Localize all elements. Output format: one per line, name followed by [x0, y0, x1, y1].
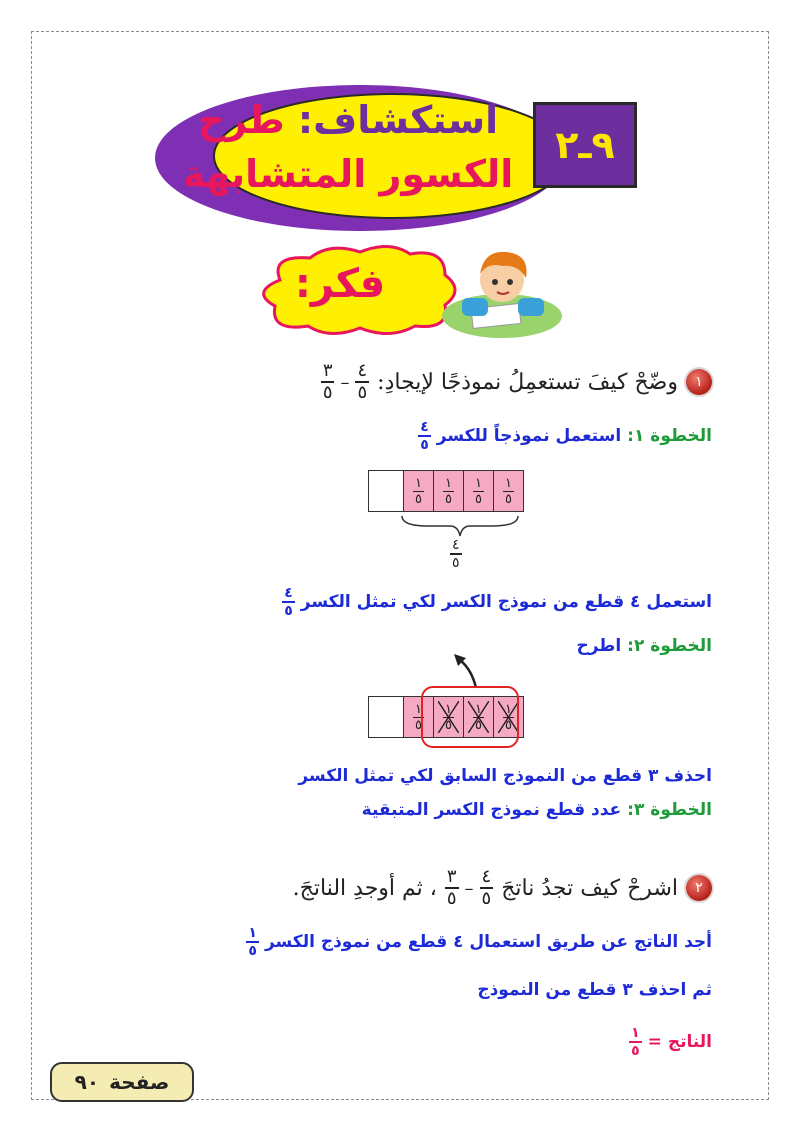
- fraction: $\frac{٤}{٥}$: [481, 866, 492, 909]
- minus-sign: –: [340, 371, 350, 393]
- step-1-text: استعمل نموذجاً للكسر: [436, 426, 622, 446]
- fraction: $\frac{٤}{٥}$: [284, 585, 293, 619]
- step-3-text: عدد قطع نموذج الكسر المتبقية: [361, 800, 622, 820]
- fraction: $\frac{٤}{٥}$: [357, 360, 368, 403]
- model-cell-crossed: $\frac{١}{٥}$: [493, 697, 523, 737]
- answer-line-2: [477, 980, 712, 1000]
- model-cell: $\frac{١}{٥}$: [403, 697, 433, 737]
- model-cell-empty: [369, 471, 403, 511]
- question-2-expression: [445, 868, 493, 908]
- brace-fraction: $\frac{٤}{٥}$: [452, 537, 460, 571]
- model-cell-crossed: $\frac{١}{٥}$: [433, 697, 463, 737]
- step-2-text: اطرح: [576, 636, 622, 656]
- answer-line-1-text: أجد الناتج عن طريق استعمال ٤ قطع من نموذج الكسر: [264, 932, 712, 952]
- question-2-text-before: اشرحْ كيف تجدُ ناتجَ: [501, 875, 678, 901]
- step-3: [362, 800, 712, 820]
- answer-line-1: [246, 926, 712, 958]
- model-cell-crossed: $\frac{١}{٥}$: [463, 697, 493, 737]
- fraction: $\frac{١}{٥}$: [248, 925, 257, 959]
- result-fraction: $\frac{١}{٥}$: [631, 1025, 640, 1059]
- step-2-note: [298, 766, 712, 786]
- title-explore: استكشاف:: [297, 98, 499, 142]
- model-cell: $\frac{١}{٥}$: [403, 471, 433, 511]
- question-1-expression: [321, 362, 369, 402]
- step-1-label: الخطوة ١:: [627, 426, 712, 446]
- child-thinking-image: [440, 240, 570, 340]
- step-1-note-text: استعمل ٤ قطع من نموذج الكسر لكي تمثل الكسر: [300, 592, 712, 612]
- fraction: $\frac{٤}{٥}$: [420, 419, 429, 453]
- page-number: ٩٠: [74, 1070, 100, 1094]
- model-brace: [398, 514, 522, 538]
- step-3-label: الخطوة ٣:: [627, 800, 712, 820]
- fraction: $\frac{٣}{٥}$: [322, 360, 333, 403]
- model-cell: $\frac{١}{٥}$: [433, 471, 463, 511]
- model-cell-empty: [369, 697, 403, 737]
- result-label: الناتج =: [647, 1032, 712, 1052]
- question-number-badge: ١: [686, 369, 712, 395]
- answer-line-2-text: ثم احذف ٣ قطع من النموذج: [477, 980, 712, 1000]
- lesson-number: ٩ـ٢: [533, 102, 637, 188]
- think-label: فكر:: [294, 261, 386, 307]
- question-2-text-after: ، ثم أوجدِ الناتجَ.: [292, 875, 437, 901]
- step-1: [418, 420, 712, 452]
- question-1: [321, 362, 712, 402]
- page-number-badge: [50, 1062, 194, 1102]
- step-2-note-text: احذف ٣ قطع من النموذج السابق لكي تمثل الكسر: [298, 766, 712, 786]
- fraction-model-1: [368, 470, 524, 512]
- lesson-title: [168, 96, 528, 216]
- removed-pieces-highlight: [421, 686, 519, 748]
- title-line-1: [168, 98, 528, 142]
- minus-sign: –: [464, 877, 474, 899]
- page-label: صفحة: [109, 1070, 170, 1094]
- fraction: $\frac{٣}{٥}$: [446, 866, 457, 909]
- step-2: [576, 636, 712, 656]
- title-line-2: الكسور المتشابهة: [182, 152, 514, 196]
- title-subtract: طرح: [197, 98, 285, 142]
- question-2: [293, 868, 712, 908]
- step-2-label: الخطوة ٢:: [627, 636, 712, 656]
- step-1-note: [282, 586, 712, 618]
- model-cell: $\frac{١}{٥}$: [463, 471, 493, 511]
- answer-result: [629, 1026, 712, 1058]
- question-1-text: وضّحْ كيفَ تستعمِلُ نموذجًا لإيجادِ:: [377, 369, 678, 395]
- model-cell: $\frac{١}{٥}$: [493, 471, 523, 511]
- question-number-badge: ٢: [686, 875, 712, 901]
